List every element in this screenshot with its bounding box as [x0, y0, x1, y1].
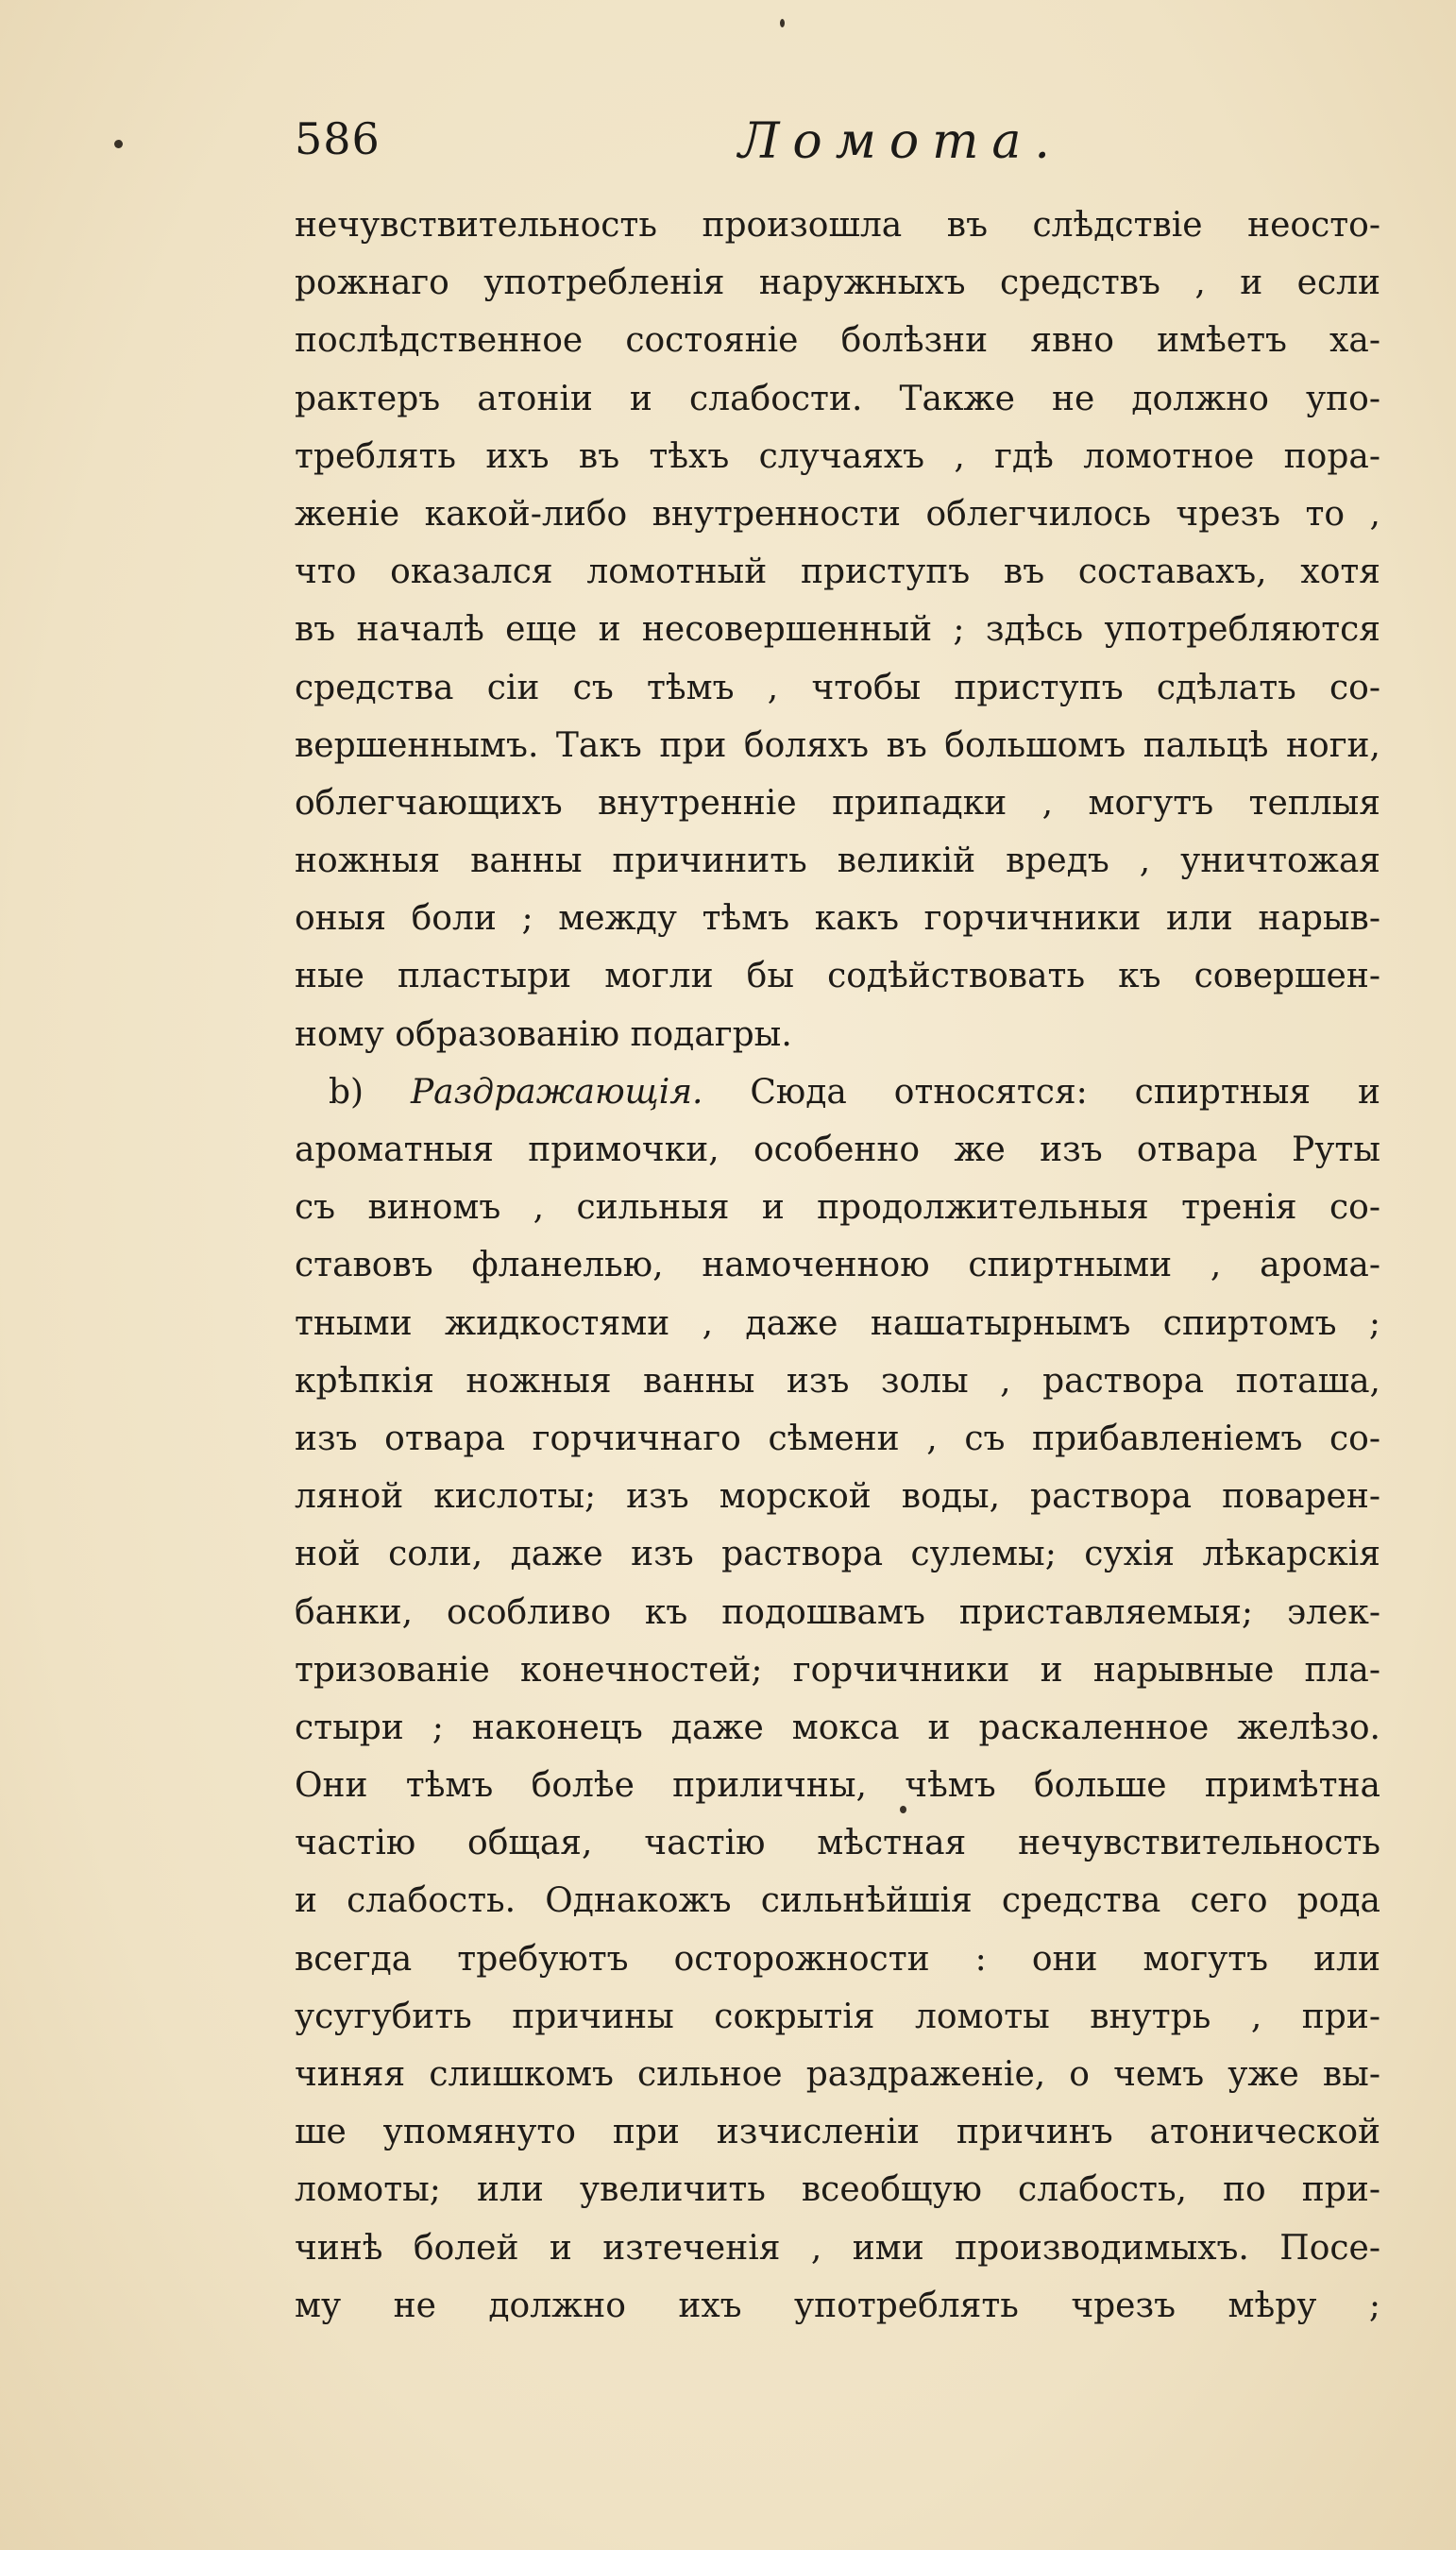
text-line: ароматныя примочки, особенно же изъ отвара Руты	[295, 1130, 1380, 1169]
text-line: крѣпкія ножныя ванны изъ золы , раствора поташа,	[295, 1361, 1380, 1401]
text-line: облегчающихъ внутренніе припадки , могутъ теплыя	[295, 783, 1380, 823]
text-line: ному образованію подагры.	[295, 1014, 792, 1054]
text-line: усугубить причины сокрытія ломоты внутрь , при-	[295, 1997, 1380, 2036]
text-line: послѣдственное состояніе болѣзни явно имѣетъ ха-	[295, 321, 1380, 361]
text-line: ше упомянуто при изчисленіи причинъ атонической	[295, 2113, 1380, 2152]
text-line: стыри ; наконецъ даже мокса и раскаленное желѣзо.	[295, 1708, 1380, 1747]
text-line: нечувствительность произошла въ слѣдствіе неосто-	[295, 206, 1380, 245]
text-line: съ виномъ , сильныя и продолжительныя тренія со-	[295, 1188, 1380, 1228]
section-first-line-text: Сюда относятся: спиртныя и	[750, 1072, 1380, 1112]
text-line: му не должно ихъ употреблять чрезъ мѣру ;	[295, 2286, 1380, 2325]
section-marker: b)	[329, 1072, 364, 1112]
page-header	[295, 113, 1380, 189]
text-line: ломоты; или увеличить всеобщую слабость, по при-	[295, 2170, 1380, 2210]
page-number: 586	[295, 113, 381, 164]
section-first-line	[295, 1063, 1380, 1121]
text-line: оныя боли ; между тѣмъ какъ горчичники или нарыв-	[295, 899, 1380, 939]
text-line: частію общая, частію мѣстная нечувствительность	[295, 1824, 1380, 1863]
text-line: что оказался ломотный приступъ въ составахъ, хотя	[295, 552, 1380, 592]
text-line: женіе какой-либо внутренности облегчилось чрезъ то ,	[295, 494, 1380, 534]
text-line: тризованіе конечностей; горчичники и нарывные пла-	[295, 1650, 1380, 1690]
text-line: изъ отвара горчичнаго сѣмени , съ прибавленіемъ со-	[295, 1419, 1380, 1458]
text-line: Они тѣмъ болѣе приличны, чѣмъ больше примѣтна	[295, 1766, 1380, 1806]
text-line: ляной кислоты; изъ морской воды, раствора поварен-	[295, 1477, 1380, 1517]
text-line: рожнаго употребленія наружныхъ средствъ , и если	[295, 264, 1380, 303]
text-line: чиняя слишкомъ сильное раздраженіе, о чемъ уже вы-	[295, 2055, 1380, 2094]
text-line: ной соли, даже изъ раствора сулемы; сухія лѣкарскія	[295, 1535, 1380, 1574]
text-line: треблять ихъ въ тѣхъ случаяхъ , гдѣ ломотное пора-	[295, 436, 1380, 476]
text-line: чинѣ болей и изтеченія , ими производимыхъ. Посе-	[295, 2228, 1380, 2268]
text-line: вершеннымъ. Такъ при боляхъ въ большомъ пальцѣ ноги,	[295, 725, 1380, 765]
text-line: ставовъ фланелью, намоченною спиртными , арома-	[295, 1246, 1380, 1285]
ink-speck	[780, 19, 785, 27]
text-line: въ началѣ еще и несовершенный ; здѣсь употребляются	[295, 610, 1380, 650]
ink-speck	[114, 140, 123, 148]
text-line: рактеръ атоніи и слабости. Также не должно упо-	[295, 379, 1380, 418]
section-heading: Раздражающія.	[410, 1072, 703, 1112]
text-line: тными жидкостями , даже нашатырнымъ спиртомъ ;	[295, 1303, 1380, 1343]
body-text	[295, 196, 1380, 2335]
text-line: ножныя ванны причинить великій вредъ , уничтожая	[295, 842, 1380, 881]
text-line: ные пластыри могли бы содѣйствовать къ совершен-	[295, 957, 1380, 996]
text-line: средства сіи съ тѣмъ , чтобы приступъ сдѣлать со-	[295, 668, 1380, 707]
text-line: всегда требуютъ осторожности : они могутъ или	[295, 1939, 1380, 1979]
text-line: банки, особливо къ подошвамъ приставляемыя; элек-	[295, 1592, 1380, 1632]
text-line: и слабость. Однакожъ сильнѣйшія средства сего рода	[295, 1881, 1380, 1921]
running-title: Ломота.	[738, 113, 1063, 170]
